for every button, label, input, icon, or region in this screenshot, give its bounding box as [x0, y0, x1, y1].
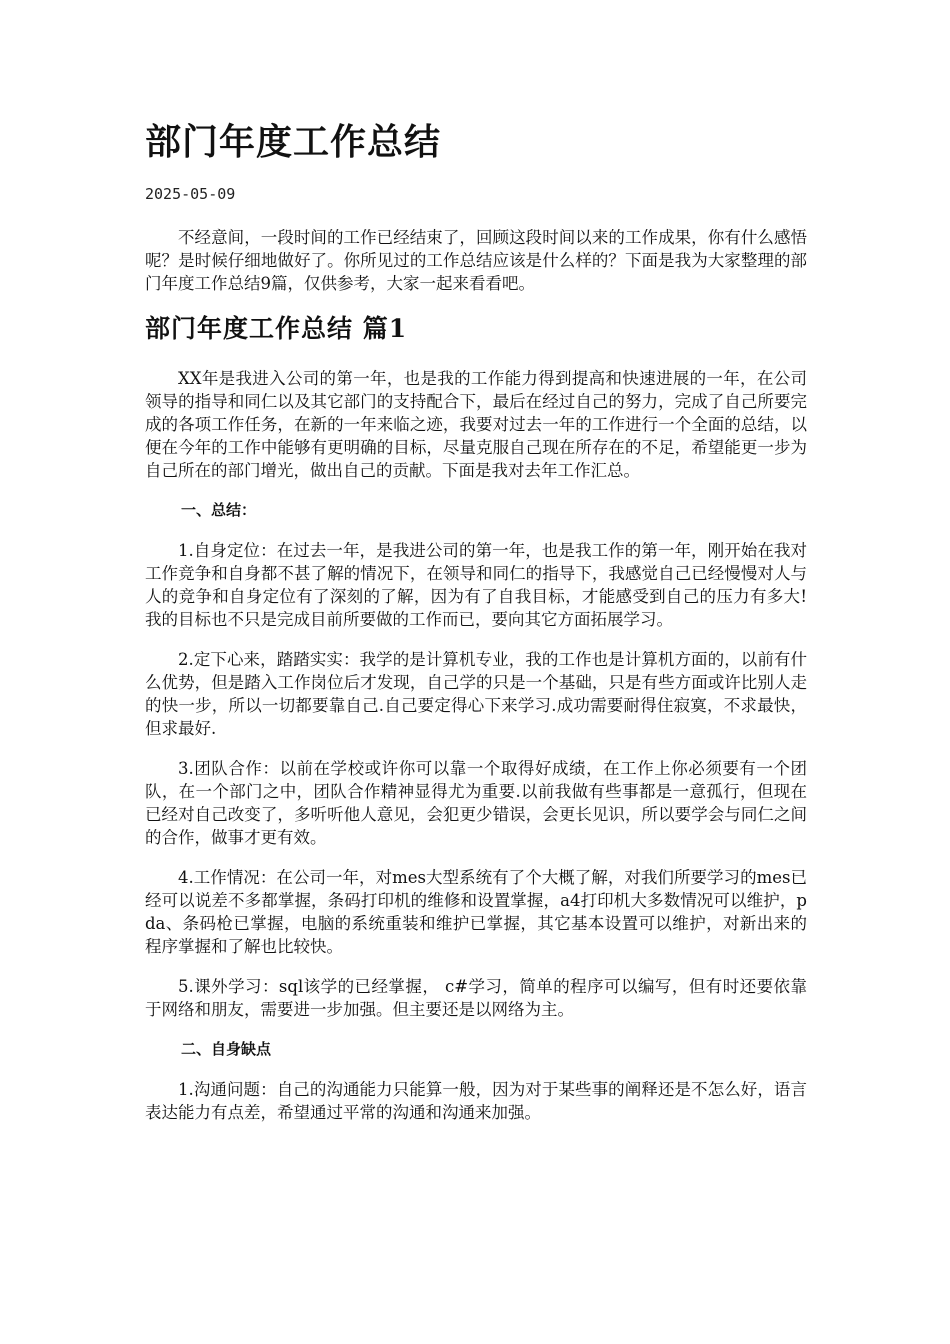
summary-item-3: 3.团队合作：以前在学校或许你可以靠一个取得好成绩，在工作上你必须要有一个团队，在一个部门之中，团队合作精神显得尤为重要.以前我做有些事都是一意孤行，但现在已经对自己改变了，多听听他人意见，会犯更少错误，会更长见识，所以要学会与同仁之间的合作，做事才更有效。 [145, 759, 807, 847]
weakness-item-1: 1.沟通问题：自己的沟通能力只能算一般，因为对于某些事的阐释还是不怎么好，语言表达能力有点差，希望通过平常的沟通和沟通来加强。 [145, 1080, 807, 1122]
summary-item-5: 5.课外学习：sql该学的已经掌握， c#学习，简单的程序可以编写，但有时还要依靠于网络和朋友，需要进一步加强。但主要还是以网络为主。 [145, 977, 807, 1019]
summary-item-4: 4.工作情况：在公司一年，对mes大型系统有了个大概了解，对我们所要学习的mes已经可以说差不多都掌握，条码打印机的维修和设置掌握，a4打印机大多数情况可以维护，pda、条码枪已掌握，电脑的系统重装和维护已掌握，其它基本设置可以维护，对新出来的程序掌握和了解也比较快。 [145, 868, 807, 956]
section-1-title: 部门年度工作总结 篇1 [145, 314, 408, 343]
summary-item-2: 2.定下心来，踏踏实实：我学的是计算机专业，我的工作也是计算机方面的，以前有什么优势，但是踏入工作岗位后才发现，自己学的只是一个基础，只是有些方面或许比别人走的快一步，所以一切都要靠自己.自己要定得心下来学习.成功需要耐得住寂寞，不求最快，但求最好. [145, 650, 807, 738]
document-date: 2025-05-09 [145, 185, 236, 203]
intro-paragraph: 不经意间，一段时间的工作已经结束了，回顾这段时间以来的工作成果，你有什么感悟呢？是时候仔细地做好了。你所见过的工作总结应该是什么样的？下面是我为大家整理的部门年度工作总结9篇，仅供参考，大家一起来看看吧。 [145, 228, 807, 293]
weakness-heading: 二、自身缺点 [181, 1040, 272, 1058]
summary-item-1: 1.自身定位：在过去一年，是我进公司的第一年，也是我工作的第一年，刚开始在我对工作竞争和自身都不甚了解的情况下，在领导和同仁的指导下，我感觉自己已经慢慢对人与人的竞争和自身定位有了深刻的了解，因为有了自我目标，才能感受到自己的压力有多大!我的目标也不只是完成目前所要做的工作而已，要向其它方面拓展学习。 [145, 541, 807, 629]
section-1-opening-paragraph: XX年是我进入公司的第一年，也是我的工作能力得到提高和快速进展的一年，在公司领导的指导和同仁以及其它部门的支持配合下，最后在经过自己的努力，完成了自己所要完成的各项工作任务，在新的一年来临之迹，我要对过去一年的工作进行一个全面的总结，以便在今年的工作中能够有更明确的目标，尽量克服自己现在所存在的不足，希望能更一步为自己所在的部门增光，做出自己的贡献。下面是我对去年工作汇总。 [145, 369, 807, 480]
summary-heading: 一、总结： [181, 501, 257, 519]
document-title: 部门年度工作总结 [145, 121, 442, 163]
document-body [145, 226, 807, 1141]
